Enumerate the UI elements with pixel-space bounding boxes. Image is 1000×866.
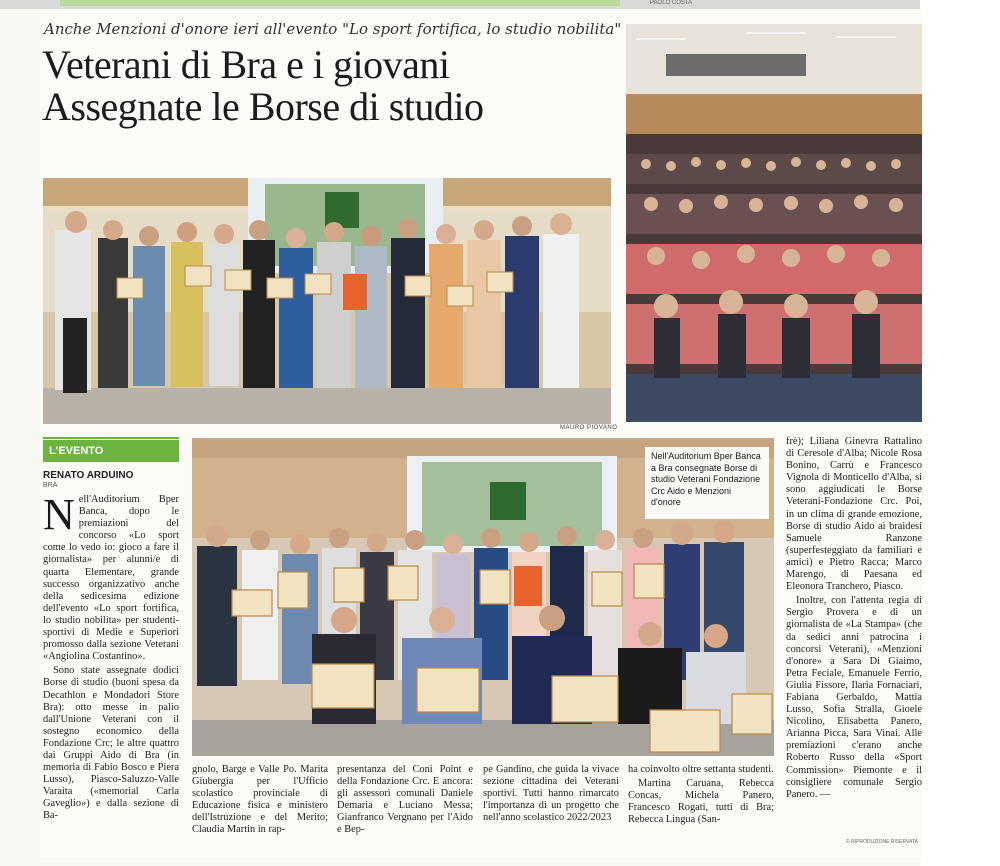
- top-accent-strip: [60, 0, 620, 6]
- drop-cap: N: [43, 490, 75, 539]
- body-column-3: [337, 764, 473, 837]
- photo-caption: Nell'Auditorium Bper Banca a Bra consegnate Borse di studio Veterani Fondazione Crc Aido e Menzioni d'onore: [645, 447, 769, 519]
- paragraph: ha coinvolto oltre settanta studenti.: [628, 764, 774, 775]
- photo-credit: MAURO PIOVANO: [560, 425, 618, 431]
- headline-line-2: Assegnate le Borse di studio: [42, 84, 484, 129]
- paragraph: Sono state assegnate dodici Borse di studio (buoni spesa da Decathlon e Mondadori Store Bra): otto messe in palio dall'Unione Veterani con il sostegno economico della Fondazione Crc; le altre quattro dai Gruppi Aido di Bra (in memoria di Fabio Bosco e Piera Lusso), Piasco-Saluzzo-Valle Varaita («memorial Carla Gaveglio») e dalla sezione di Ba-: [43, 665, 179, 822]
- page-margin: [920, 0, 1000, 866]
- paragraph: frè); Liliana Ginevra Rattalino di Ceresole d'Alba; Nicole Rosa Bonino, Carrù e Francesco Vignola di Monticello d'Alba, si sono aggiudicati le Borse Veterani-Fondazione Crc. Poi, in un clima di grande emozione, Borse di studio Aido ai braidesi Samuele Ranzone (superfesteggiato da familiari e amici) e Pietro Racca; Marco Marengo, di Paesana ed Eleonora Tranchero, Piasco.: [786, 436, 922, 593]
- audience-photo: [626, 24, 922, 422]
- copyright-note: © RIPRODUZIONE RISERVATA: [846, 839, 918, 845]
- body-column-4: [483, 764, 619, 824]
- paragraph-text: ell'Auditorium Bper Banca, dopo le premiazioni del concorso «Lo sport come lo vedo io: gioco a fare il giornalista» per alunni/e di quarta Elementare, grande successo organizzativo anche della sedicesima edizione dell'evento «Lo sport fortifica, lo studio nobilita» per studenti-sportivi di Medie e Superiori promosso dalla sezione Veterani «Angiolina Costantino».: [43, 494, 179, 663]
- article-kicker: Anche Menzioni d'onore ieri all'evento "Lo sport fortifica, lo studio nobilita": [44, 20, 622, 38]
- body-column-5: [628, 764, 774, 826]
- group-photo-stage: [43, 178, 611, 424]
- paragraph: gnolo, Barge e Valle Po. Marita Giubergia per l'Ufficio scolastico provinciale di Educazione fisica e ministero dell'Istruzione e del Merito; Claudia Martin in rap-: [192, 764, 328, 836]
- body-column-2: [192, 764, 328, 837]
- section-label: L'EVENTO: [43, 440, 179, 462]
- body-column-1: [43, 490, 179, 823]
- article-headline: [42, 44, 622, 128]
- paragraph: [43, 490, 179, 663]
- top-credit: PAOLO COSTA: [650, 0, 693, 6]
- headline-line-1: Veterani di Bra e i giovani: [42, 42, 450, 87]
- paragraph: Inoltre, con l'attenta regia di Sergio Provera e di un giornalista de «La Stampa» (che da sedici anni patrocina i concorsi Veterani), «Menzioni d'onore» a Sara Di Giaimo, Petra Feciale, Emanuele Ferrio, Giulia Fissore, Ilaria Fornaciari, Fabiana Gerbaldo, Mattia Lusso, Sofia Stralla, Gioele Nicolino, Elisabetta Panero, Arianna Picca, Sara Vinai. Alle premiazioni c'erano anche Roberto Russo della «Sport Commission» Piemonte e il consigliere comunale Sergio Panero. —: [786, 595, 922, 800]
- author-byline: RENATO ARDUINO: [43, 470, 134, 481]
- author-city: BRA: [43, 482, 58, 489]
- paragraph: pe Gandino, che guida la vivace sezione cittadina dei Veterani sportivi. Tutti hanno rimarcato l'importanza di un progetto che nell'anno scolastico 2022/2023: [483, 764, 619, 824]
- paragraph: Martina Caruana, Rebecca Concas, Michela Panero, Francesco Rogati, tutti di Bra; Rebecca Lingua (San-: [628, 778, 774, 826]
- body-column-6: [786, 436, 922, 801]
- paragraph: presentanza del Coni Point e della Fondazione Crc. E ancora: gli assessori comunali Daniele Demaria e Luciano Messa; Gianfranco Vergnano per l'Aido e Bep-: [337, 764, 473, 836]
